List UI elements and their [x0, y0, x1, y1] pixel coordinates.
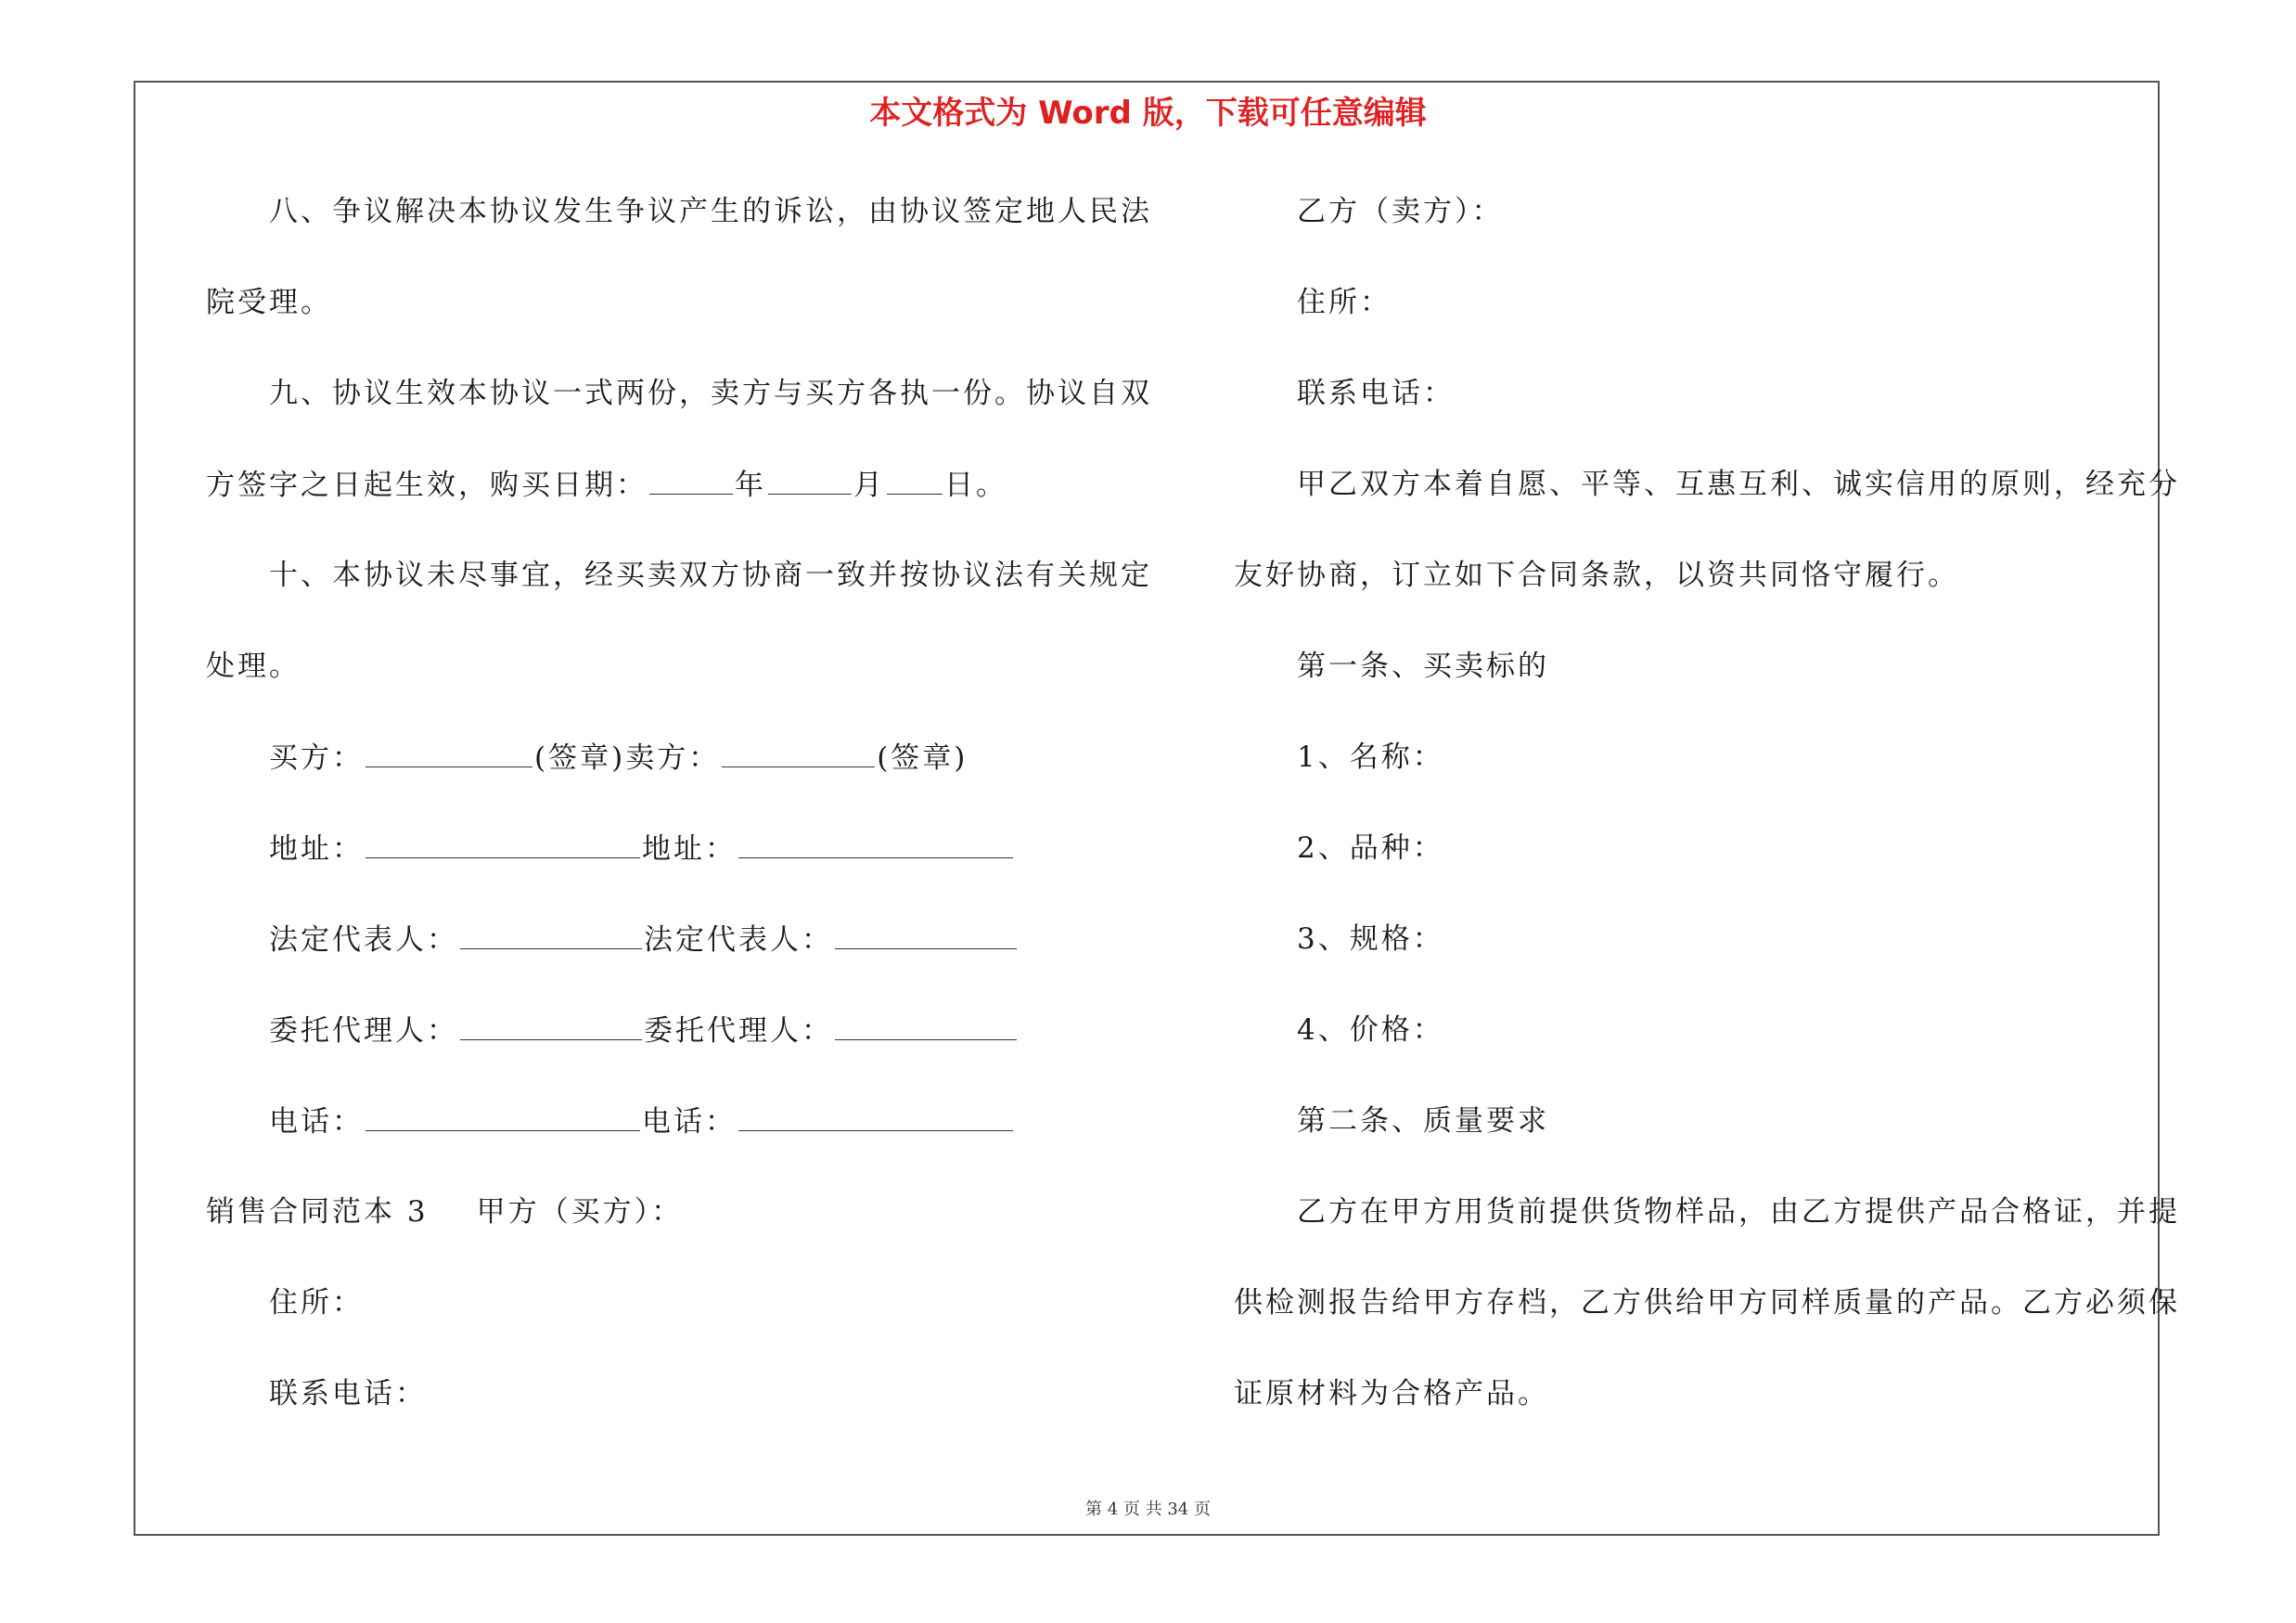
item-price: 4、价格：: [1297, 1013, 1444, 1047]
purchase-date-label: 方签字之日起生效，购买日期：: [206, 469, 648, 502]
seller-address-blank[interactable]: [738, 830, 1013, 858]
buyer-label: 买方：: [269, 741, 364, 775]
legal-rep-row: [269, 921, 1019, 959]
buyer-seal: (签章): [534, 741, 626, 775]
buyer-phone-blank[interactable]: [366, 1102, 640, 1131]
month-label: 月: [853, 469, 885, 502]
buyer-address-label: 地址：: [269, 832, 364, 866]
sample-title: 销售合同范本 3: [206, 1195, 429, 1229]
clause-10-line-1: 十、本协议未尽事宜，经买卖双方协商一致并按协议法有关规定: [269, 559, 1152, 592]
party-a-label: 甲方（买方）：: [476, 1195, 684, 1229]
preamble-line-2: 友好协商，订立如下合同条款，以资共同恪守履行。: [1234, 559, 1959, 592]
seller-label: 卖方：: [625, 741, 721, 775]
seller-address-label: 地址：: [642, 832, 737, 866]
party-b-residence: 住所：: [1297, 286, 1392, 319]
format-banner: 本文格式为 Word 版，下载可任意编辑: [869, 95, 1427, 132]
year-label: 年: [735, 469, 766, 502]
seller-phone-label: 电话：: [642, 1105, 737, 1139]
seller-signature-blank[interactable]: [722, 739, 875, 767]
preamble-line-1: 甲乙双方本着自愿、平等、互惠互利、诚实信用的原则，经充分: [1297, 468, 2180, 501]
month-blank[interactable]: [768, 466, 852, 495]
agent-row: [269, 1011, 1019, 1050]
buyer-signature-blank[interactable]: [366, 739, 532, 767]
signature-row: [269, 739, 968, 777]
buyer-address-blank[interactable]: [366, 830, 640, 858]
article-1-heading: 第一条、买卖标的: [1297, 650, 1549, 683]
sample-heading-row: [206, 1193, 683, 1230]
buyer-agent-blank[interactable]: [460, 1011, 642, 1040]
day-label: 日。: [944, 469, 1007, 502]
year-blank[interactable]: [649, 466, 733, 495]
party-b-label: 乙方（卖方）：: [1297, 195, 1504, 228]
buyer-legal-rep-label: 法定代表人：: [269, 923, 458, 957]
seller-agent-blank[interactable]: [835, 1011, 1017, 1040]
clause-9-line-1: 九、协议生效本协议一式两份，卖方与买方各执一份。协议自双: [269, 377, 1152, 410]
clause-9-line-2: [206, 466, 1007, 504]
buyer-phone-label: 电话：: [269, 1105, 364, 1139]
clause-10-line-2: 处理。: [206, 650, 301, 683]
phone-row: [269, 1102, 1015, 1140]
buyer-agent-label: 委托代理人：: [269, 1014, 458, 1048]
seller-legal-rep-blank[interactable]: [835, 921, 1017, 949]
article-2-heading: 第二条、质量要求: [1297, 1104, 1549, 1138]
party-b-contact: 联系电话：: [1297, 377, 1455, 410]
quality-line-1: 乙方在甲方用货前提供货物样品，由乙方提供产品合格证，并提: [1297, 1195, 2180, 1229]
clause-8-line-1: 八、争议解决本协议发生争议产生的诉讼，由协议签定地人民法: [269, 195, 1152, 228]
party-a-residence: 住所：: [269, 1286, 364, 1320]
party-a-contact: 联系电话：: [269, 1377, 427, 1410]
page-number: 第 4 页 共 34 页: [1085, 1500, 1211, 1519]
seller-agent-label: 委托代理人：: [644, 1014, 833, 1048]
day-blank[interactable]: [887, 466, 943, 495]
seller-seal: (签章): [877, 741, 968, 775]
item-spec: 3、规格：: [1297, 922, 1444, 956]
item-name: 1、名称：: [1297, 741, 1444, 774]
quality-line-3: 证原材料为合格产品。: [1234, 1377, 1549, 1410]
seller-legal-rep-label: 法定代表人：: [644, 923, 833, 957]
address-row: [269, 830, 1015, 868]
buyer-legal-rep-blank[interactable]: [460, 921, 642, 949]
item-variety: 2、品种：: [1297, 831, 1444, 865]
clause-8-line-2: 院受理。: [206, 286, 332, 319]
seller-phone-blank[interactable]: [738, 1102, 1013, 1131]
quality-line-2: 供检测报告给甲方存档，乙方供给甲方同样质量的产品。乙方必须保: [1234, 1286, 2180, 1320]
